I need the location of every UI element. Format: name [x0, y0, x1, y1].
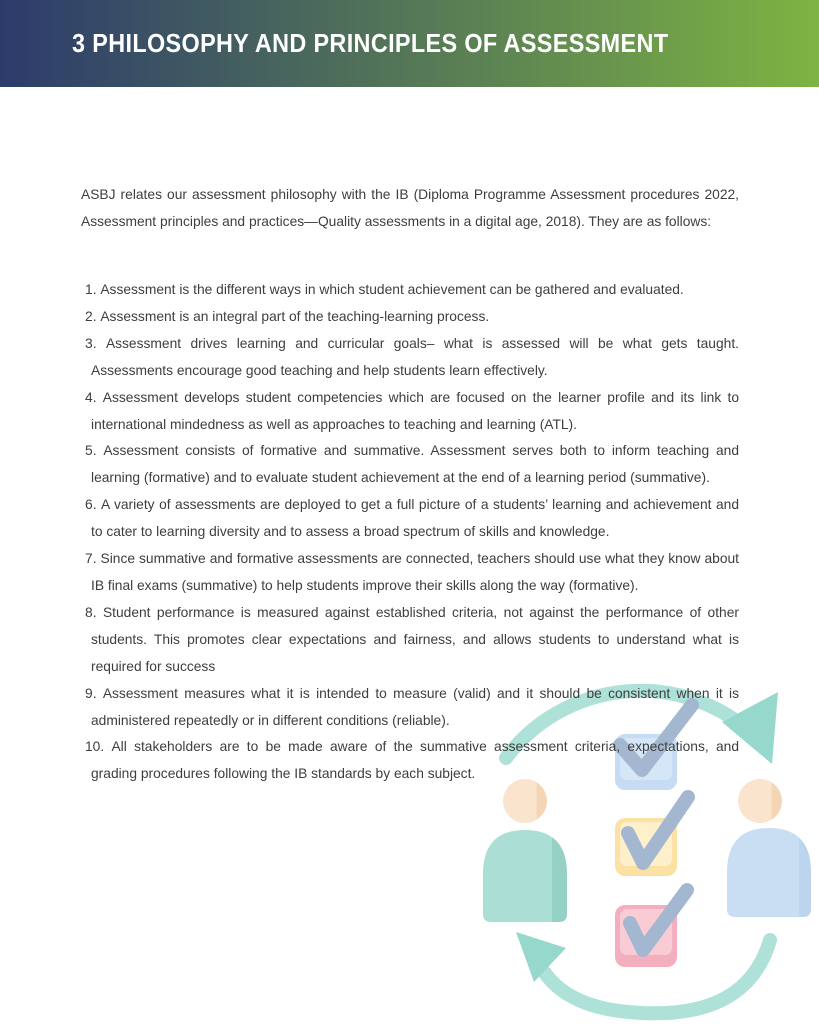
principle-item: Assessment consists of formative and summative. Assessment serves both to inform teaching and learning (formative) and to evaluate student achievement at the end of a learning period (summative). [91, 443, 739, 486]
title-banner [0, 0, 819, 87]
principles-list [81, 277, 739, 788]
page-title: 3 PHILOSOPHY AND PRINCIPLES OF ASSESSMENT [72, 28, 669, 58]
intro-paragraph: ASBJ relates our assessment philosophy with the IB (Diploma Programme Assessment procedures 2022, Assessment principles and practices—Quality assessments in a digital age, 2018). They are as follows: [81, 186, 739, 229]
principle-item: Assessment measures what it is intended to measure (valid) and it should be consistent when it is administered repeatedly or in different conditions (reliable). [91, 685, 739, 728]
principle-item: Student performance is measured against established criteria, not against the performance of other students. This promotes clear expectations and fairness, and allows students to understand what is required for success [91, 604, 739, 674]
principle-item: Assessment is the different ways in which student achievement can be gathered and evaluated. [100, 282, 684, 297]
person-right-icon [727, 779, 811, 917]
principle-item: A variety of assessments are deployed to get a full picture of a students’ learning and achievement and to cater to learning diversity and to assess a broad spectrum of skills and knowledge. [91, 497, 739, 540]
principle-item: All stakeholders are to be made aware of the summative assessment criteria, expectations, and grading procedures following the IB standards by each subject. [91, 739, 739, 782]
principle-item: Since summative and formative assessments are connected, teachers should use what they know about IB final exams (summative) to help students improve their skills along the way (formative). [91, 551, 740, 593]
principle-item: Assessment drives learning and curricular goals– what is assessed will be what gets taught. Assessments encourage good teaching and help students learn effectively. [91, 335, 739, 378]
principle-item: Assessment develops student competencies which are focused on the learner profile and its link to international mindedness as well as approaches to teaching and learning (ATL). [91, 389, 739, 432]
person-left-icon [483, 779, 567, 922]
principle-item: Assessment is an integral part of the teaching-learning process. [100, 308, 490, 324]
cycle-arrowhead-left-icon [516, 932, 566, 982]
